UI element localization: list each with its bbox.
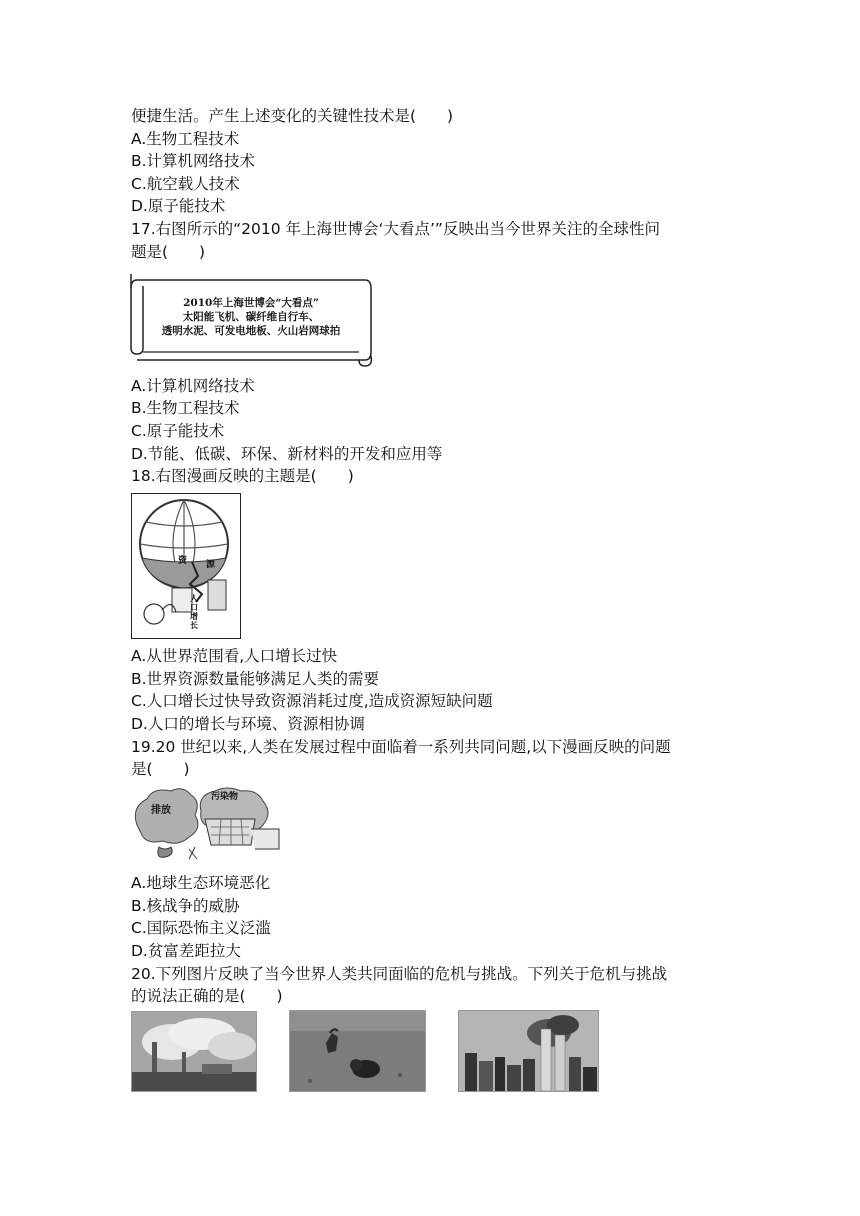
question-17-stem: 17.右图所示的“2010 年上海世博会‘大看点’”反映出当今世界关注的全球性问 — [131, 220, 660, 238]
globe-label-resource-2: 源 — [206, 560, 216, 570]
q18-option-d: D.人口的增长与环境、资源相协调 — [131, 715, 365, 733]
cartoon-label-emission: 排放 — [151, 805, 171, 816]
famine-photo — [289, 1010, 426, 1092]
question-20-stem-cont: 的说法正确的是( ) — [131, 987, 283, 1005]
factory-smoke-photo — [131, 1011, 257, 1092]
q19-option-d: D.贫富差距拉大 — [131, 942, 241, 960]
scroll-text-line-2: 太阳能飞机、碳纤维自行车、 — [182, 311, 320, 323]
cartoon-label-pollutant: 污染物 — [211, 792, 239, 802]
q16-option-d: D.原子能技术 — [131, 197, 226, 215]
q17-option-c: C.原子能技术 — [131, 422, 225, 440]
question-19-stem-cont: 是( ) — [131, 760, 190, 778]
q18-option-c: C.人口增长过快导致资源消耗过度,造成资源短缺问题 — [131, 692, 493, 710]
question-17-stem-cont: 题是( ) — [131, 243, 206, 261]
q17-option-a: A.计算机网络技术 — [131, 377, 255, 395]
pollution-cartoon-icon — [131, 785, 281, 863]
question-19-stem: 19.20 世纪以来,人类在发展过程中面临着一系列共同问题,以下漫画反映的问题 — [131, 738, 671, 756]
q16-option-c: C.航空载人技术 — [131, 175, 240, 193]
q19-option-c: C.国际恐怖主义泛滥 — [131, 919, 271, 937]
q17-option-d: D.节能、低碳、环保、新材料的开发和应用等 — [131, 445, 443, 463]
question-20-stem: 20.下列图片反映了当今世界人类共同面临的危机与挑战。下列关于危机与挑战 — [131, 965, 668, 983]
q19-option-a: A.地球生态环境恶化 — [131, 874, 271, 892]
q19-option-b: B.核战争的威胁 — [131, 897, 240, 915]
q16-option-a: A.生物工程技术 — [131, 130, 240, 148]
twin-towers-attack-photo — [458, 1010, 599, 1092]
q18-option-b: B.世界资源数量能够满足人类的需要 — [131, 670, 380, 688]
q16-option-b: B.计算机网络技术 — [131, 152, 256, 170]
globe-label-resource-1: 资 — [178, 556, 188, 566]
globe-label-population: 人口增长 — [190, 593, 198, 630]
question-16-stem-tail: 便捷生活。产生上述变化的关键性技术是( ) — [131, 107, 454, 125]
question-18-stem: 18.右图漫画反映的主题是( ) — [131, 467, 354, 485]
globe-cartoon-icon — [131, 493, 241, 639]
scroll-text-line-3: 透明水泥、可发电地板、火山岩网球拍 — [161, 325, 341, 337]
q18-option-a: A.从世界范围看,人口增长过快 — [131, 647, 338, 665]
q17-option-b: B.生物工程技术 — [131, 399, 240, 417]
scroll-banner-icon — [129, 266, 373, 370]
scroll-text-line-1: 2010年上海世博会“大看点” — [183, 297, 319, 309]
